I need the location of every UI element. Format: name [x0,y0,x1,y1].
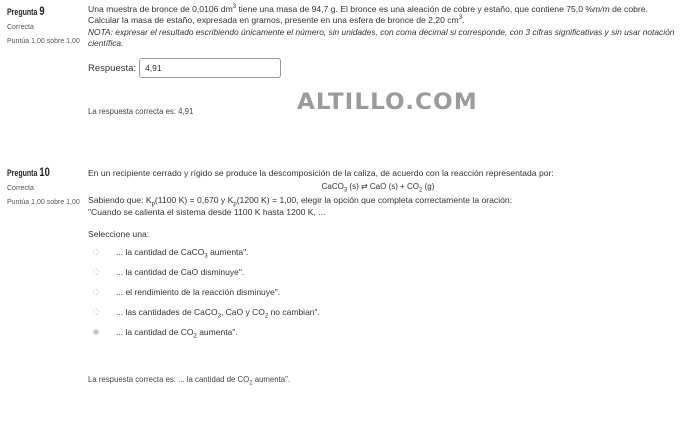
option-label: ... la cantidad de CaO disminuye". [116,267,245,277]
option-label: ... el rendimiento de la reacción disminuye". [116,287,281,297]
watermark: ALTILLO.COM [297,90,478,115]
radio-button-selected[interactable] [93,329,99,335]
option-2[interactable] [88,262,694,282]
select-label: Seleccione una: [88,228,150,239]
answer-label: Respuesta: [88,62,137,74]
question-content [88,165,694,387]
given-data: Sabiendo que: $K_p(1100$ K) = 0,670 y $K_p(1200$ K) = 1,00, elegir la opción que completa correctamente la oración: [88,194,513,208]
answer-row [88,58,694,78]
option-label: ... la cantidad de $CO_2$ aumenta". [116,327,238,340]
option-1[interactable] [88,242,694,262]
correct-answer: La respuesta correcta es: ... la cantidad de $CO_2$ aumenta". [88,375,291,387]
radio-button[interactable] [93,249,99,255]
option-5[interactable] [88,322,694,342]
correct-answer: La respuesta correcta es: 4,91 [88,107,194,116]
option-3[interactable] [88,282,694,302]
radio-button[interactable] [93,309,99,315]
question-number: Pregunta 10 [7,165,50,179]
options-list [88,242,694,342]
answer-input[interactable] [139,58,281,78]
question-info [7,165,87,208]
question-sentence: "Cuando se calienta el sistema desde 1100 K hasta 1200 K, ... [88,207,326,217]
question-number: Pregunta 9 [7,4,45,18]
question-grade: Puntúa 1,00 sobre 1,00 [7,199,80,206]
question-grade: Puntúa 1,00 sobre 1,00 [7,38,80,45]
radio-button[interactable] [93,289,99,295]
question-note: NOTA: expresar el resultado escribiendo únicamente el número, sin unidades, con coma decimal si corresponde, con 3 cifras significativas y sin usar notación científica. [88,27,675,48]
question-info [7,4,87,47]
reaction-equation: CaCO$_3$ (s) ⇄ CaO $(s) + CO_2$ (g) [321,181,435,194]
question-state: Correcta [7,185,34,192]
question-text: Una muestra de bronce de 0,0106 $dm^3$ tiene una masa de 94,7 g. El bronce es una aleación de cobre y estaño, que contiene 75,0 %m/m de cobre. Calcular la masa de estaño, expresada en gramos, presente en una esfera de bronce de 2,20 $cm^3$. [88,4,648,25]
option-label: ... las cantidades de CaCO$_3$, CaO y $CO_2$ no cambian". [116,307,320,320]
radio-button[interactable] [93,269,99,275]
question-state: Correcta [7,24,34,31]
option-4[interactable] [88,302,694,322]
option-label: ... la cantidad de CaCO$_3$ aumenta". [116,247,249,260]
question-intro: En un recipiente cerrado y rígido se produce la descomposición de la caliza, de acuerdo con la reacción representada por: [88,168,554,178]
